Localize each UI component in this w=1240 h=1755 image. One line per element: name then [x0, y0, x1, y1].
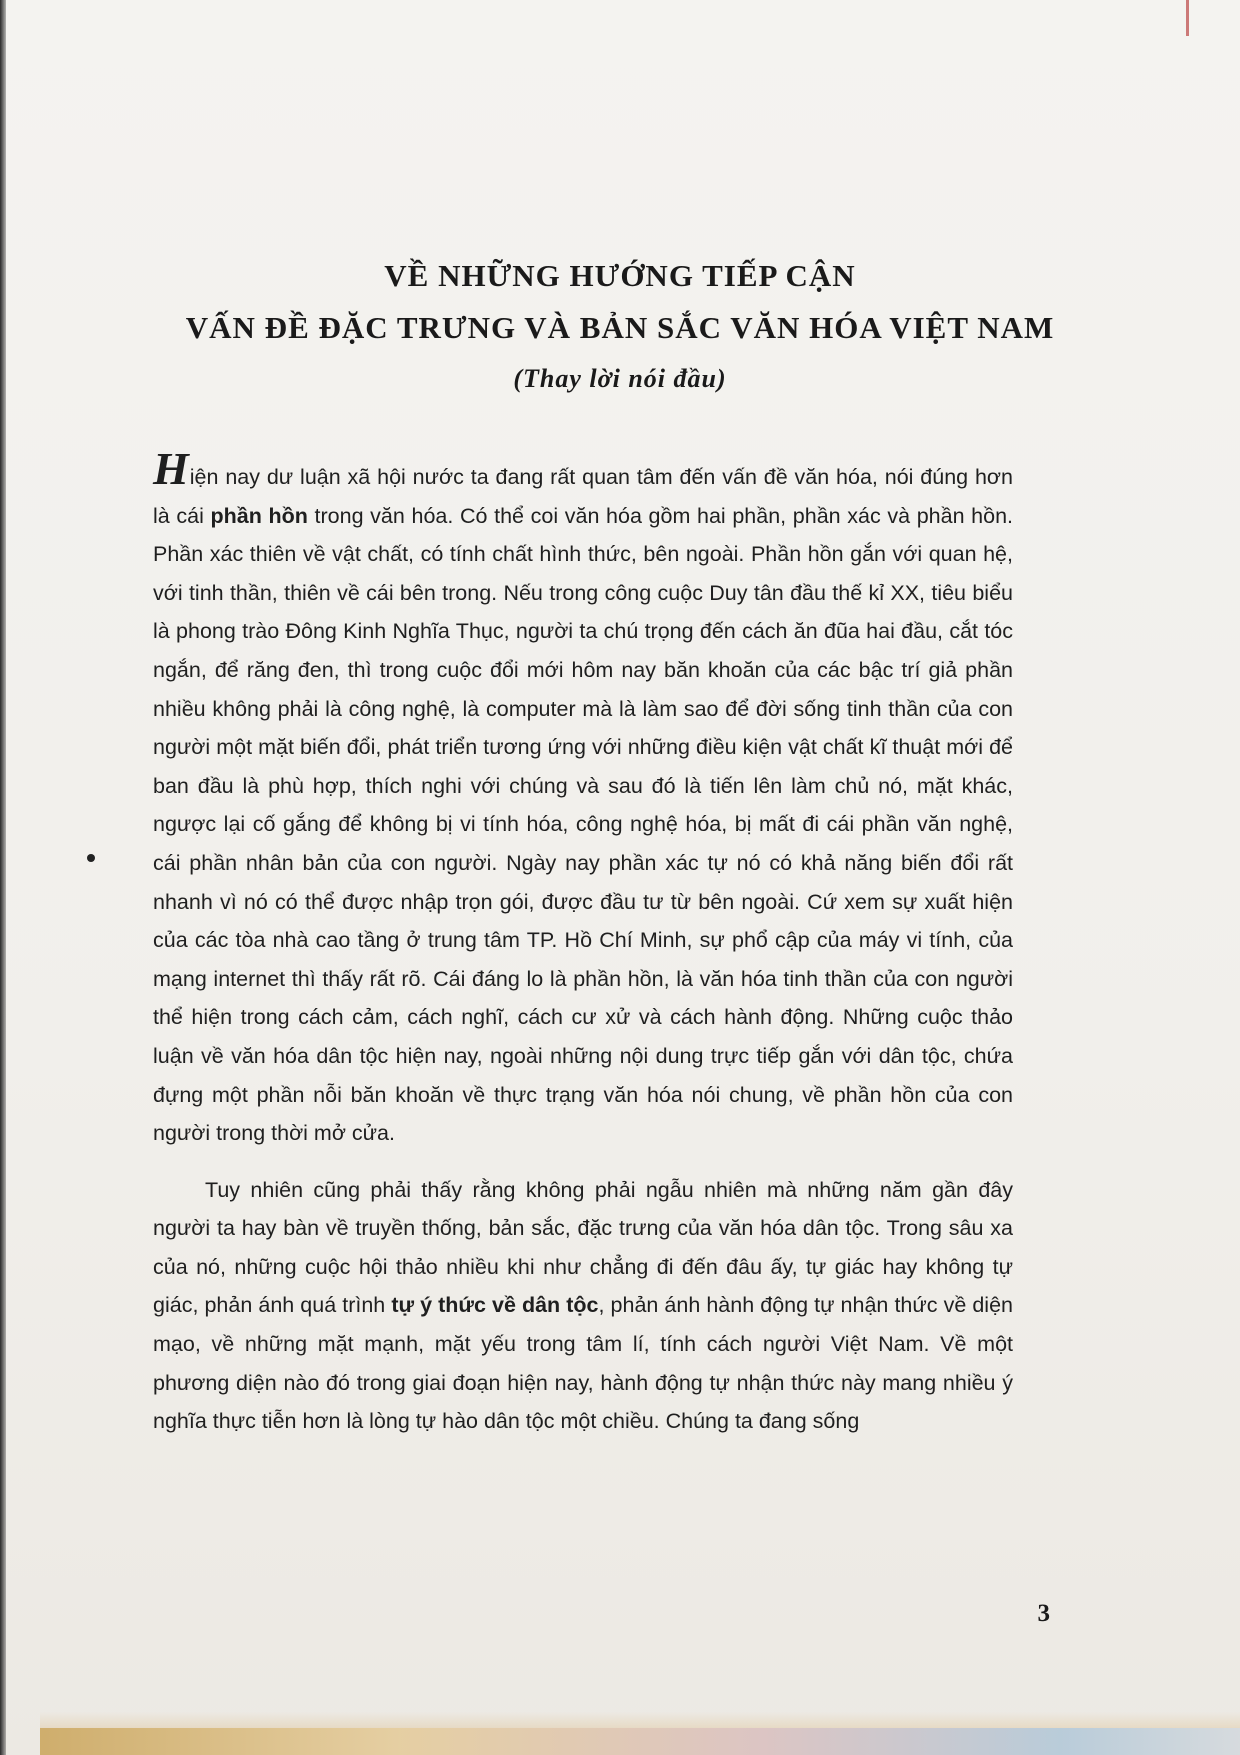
emphasis-tu-y-thuc: tự ý thức về dân tộc: [391, 1293, 599, 1318]
paragraph-2-text-a: Tuy nhiên cũng phải thấy rằng không phải ngẫu nhiên mà những năm gần đây người ta hay bàn về truyền thống, bản sắc, đặc trưng của văn hóa dân tộc. Trong sâu xa của nó, những cuộc hội thảo nhiều khi như chẳng đi đến đâu ấy, tự giác hay không tự giác, phản ánh quá trình: [153, 1177, 1013, 1318]
page-number: 3: [1037, 1600, 1050, 1627]
page-bottom-edge: [40, 1728, 1240, 1755]
paragraph-1-text-a: iện nay dư luận xã hội nước ta đang rất quan tâm đến vấn đề văn hóa, nói đúng hơn là cái: [153, 465, 1013, 528]
paragraph-1: [153, 443, 1014, 1153]
paragraph-2: [153, 1171, 1013, 1441]
chapter-title-line-1: VỀ NHỮNG HƯỚNG TIẾP CẬN: [384, 258, 856, 293]
page-bottom-shadow: [40, 1712, 1240, 1728]
margin-dot: [87, 854, 95, 862]
body-text: [153, 443, 1014, 1441]
emphasis-phan-hon: phần hồn: [210, 503, 308, 528]
chapter-subtitle: (Thay lời nói đầu): [513, 364, 727, 393]
paragraph-2-text-b: , phản ánh hành động tự nhận thức về diện mạo, về những mặt mạnh, mặt yếu trong tâm lí, tính cách người Việt Nam. Về một phương diện nào đó trong giai đoạn hiện nay, hành động tự nhận thức này mang nhiều ý nghĩa thực tiễn hơn là lòng tự hào dân tộc một chiều. Chúng ta đang sống: [153, 1293, 1013, 1434]
chapter-title-line-2: VẤN ĐỀ ĐẶC TRƯNG VÀ BẢN SẮC VĂN HÓA VIỆT NAM: [185, 310, 1055, 345]
page-corner-mark: [1186, 0, 1189, 36]
drop-cap: H: [153, 443, 187, 494]
page-left-edge: [0, 0, 6, 1755]
paragraph-1-text-b: trong văn hóa. Có thể coi văn hóa gồm hai phần, phần xác và phần hồn. Phần xác thiên về vật chất, có tính chất hình thức, bên ngoài. Phần hồn gắn với quan hệ, với tinh thần, thiên về cái bên trong. Nếu trong công cuộc Duy tân đầu thế kỉ XX, tiêu biểu là phong trào Đông Kinh Nghĩa Thục, người ta chú trọng đến cách ăn đũa hai đầu, cắt tóc ngắn, để răng đen, thì trong cuộc đổi mới hôm nay băn khoăn của các bậc trí giả phần nhiều không phải là công nghệ, là computer mà là làm sao để đời sống tinh thần của con người một mặt biến đổi, phát triển tương ứng với những điều kiện vật chất kĩ thuật mới để ban đầu là phù hợp, thích nghi với chúng và sau đó là tiến lên làm chủ nó, mặt khác, ngược lại cố gắng để không bị vi tính hóa, công nghệ hóa, bị mất đi cái phần văn nghệ, cái phần nhân bản của con người. Ngày nay phần xác tự nó có khả năng biến đổi rất nhanh vì nó có thể được nhập trọn gói, được đầu tư từ bên ngoài. Cứ xem sự xuất hiện của các tòa nhà cao tầng ở trung tâm TP. Hồ Chí Minh, sự phổ cập của máy vi tính, của mạng internet thì thấy rất rõ. Cái đáng lo là phần hồn, là văn hóa tinh thần của con người thể hiện trong cách cảm, cách nghĩ, cách cư xử và cách hành động. Những cuộc thảo luận về văn hóa dân tộc hiện nay, ngoài những nội dung trực tiếp gắn với dân tộc, chứa đựng một phần nỗi băn khoăn về thực trạng văn hóa nói chung, về phần hồn của con người trong thời mở cửa.: [153, 503, 1014, 1146]
chapter-title-block: [100, 250, 1140, 402]
